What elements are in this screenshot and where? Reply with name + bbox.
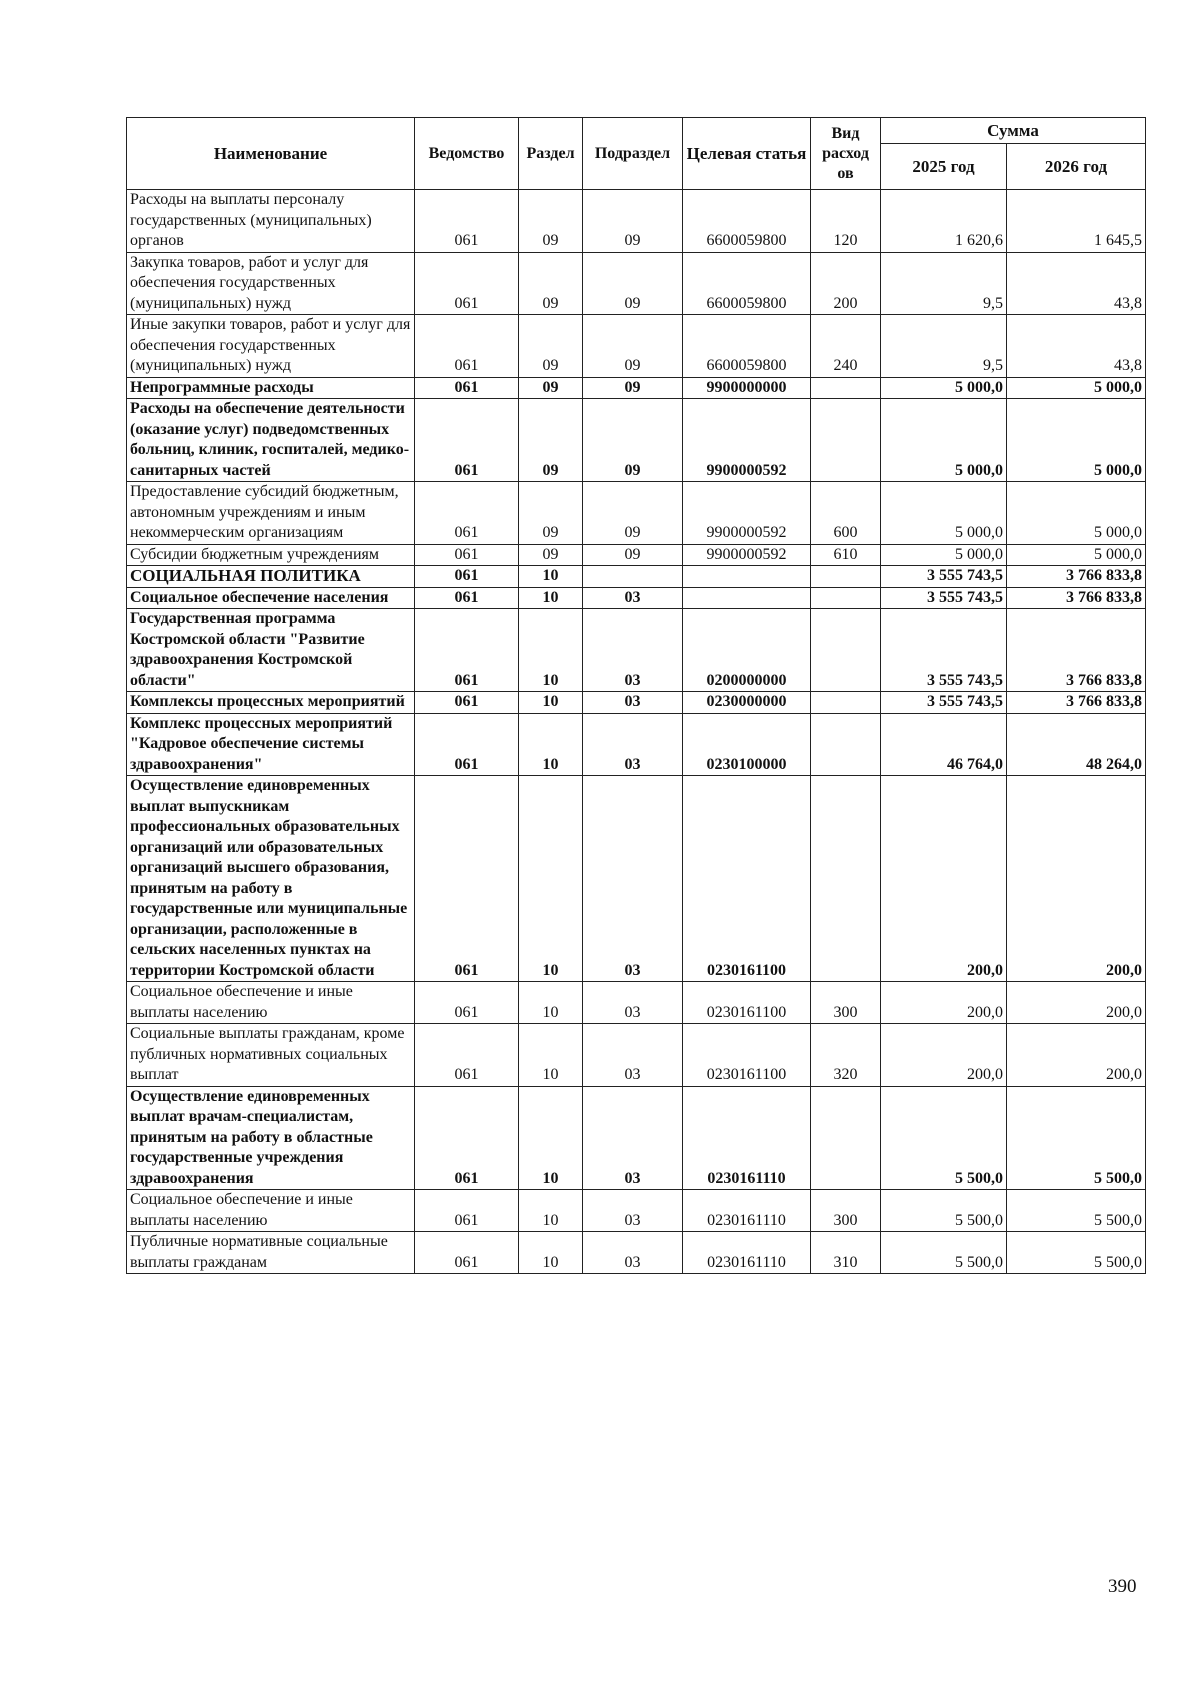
cell-expense-type: 610 xyxy=(811,544,881,566)
cell-subsection: 09 xyxy=(583,190,683,253)
cell-section: 09 xyxy=(519,190,583,253)
cell-subsection: 09 xyxy=(583,482,683,545)
table-row xyxy=(127,609,1146,692)
cell-name: Комплексы процессных мероприятий xyxy=(127,692,415,714)
cell-department: 061 xyxy=(415,609,519,692)
cell-department: 061 xyxy=(415,776,519,982)
table-row xyxy=(127,713,1146,776)
cell-section: 09 xyxy=(519,377,583,399)
cell-department: 061 xyxy=(415,399,519,482)
cell-2025: 5 000,0 xyxy=(881,399,1007,482)
cell-section: 10 xyxy=(519,587,583,609)
cell-subsection: 03 xyxy=(583,1190,683,1232)
cell-2026: 5 500,0 xyxy=(1007,1086,1146,1190)
cell-section: 09 xyxy=(519,544,583,566)
cell-expense-type xyxy=(811,609,881,692)
cell-target: 9900000000 xyxy=(683,377,811,399)
table-row xyxy=(127,1086,1146,1190)
table-header xyxy=(127,118,1146,190)
cell-name: Социальное обеспечение населения xyxy=(127,587,415,609)
cell-target: 0230161100 xyxy=(683,982,811,1024)
cell-expense-type: 120 xyxy=(811,190,881,253)
cell-section: 10 xyxy=(519,1232,583,1274)
cell-name: Расходы на обеспечение деятельности (оказание услуг) подведомственных больниц, клиник, госпиталей, медико-санитарных частей xyxy=(127,399,415,482)
table-row xyxy=(127,399,1146,482)
cell-expense-type: 300 xyxy=(811,1190,881,1232)
cell-name: Осуществление единовременных выплат врачам-специалистам, принятым на работу в областные государственные учреждения здравоохранения xyxy=(127,1086,415,1190)
cell-2026: 5 500,0 xyxy=(1007,1232,1146,1274)
cell-subsection: 09 xyxy=(583,252,683,315)
table-row xyxy=(127,776,1146,982)
cell-department: 061 xyxy=(415,1024,519,1087)
cell-target: 0230161110 xyxy=(683,1232,811,1274)
cell-2026: 200,0 xyxy=(1007,1024,1146,1087)
cell-name: Расходы на выплаты персоналу государственных (муниципальных) органов xyxy=(127,190,415,253)
cell-name: Социальное обеспечение и иные выплаты населению xyxy=(127,982,415,1024)
cell-subsection: 03 xyxy=(583,776,683,982)
cell-2025: 5 000,0 xyxy=(881,544,1007,566)
cell-department: 061 xyxy=(415,982,519,1024)
cell-2025: 200,0 xyxy=(881,776,1007,982)
table-row xyxy=(127,1190,1146,1232)
cell-expense-type xyxy=(811,692,881,714)
cell-2025: 3 555 743,5 xyxy=(881,692,1007,714)
cell-2026: 43,8 xyxy=(1007,252,1146,315)
table-row xyxy=(127,544,1146,566)
cell-2026: 200,0 xyxy=(1007,776,1146,982)
cell-target: 9900000592 xyxy=(683,399,811,482)
header-department: Ведомство xyxy=(415,118,519,190)
cell-section: 09 xyxy=(519,252,583,315)
cell-expense-type xyxy=(811,399,881,482)
cell-subsection: 03 xyxy=(583,1024,683,1087)
cell-subsection: 09 xyxy=(583,399,683,482)
cell-expense-type: 320 xyxy=(811,1024,881,1087)
cell-expense-type: 240 xyxy=(811,315,881,378)
table-row xyxy=(127,587,1146,609)
table-row xyxy=(127,1024,1146,1087)
cell-department: 061 xyxy=(415,692,519,714)
cell-target: 9900000592 xyxy=(683,482,811,545)
cell-2025: 9,5 xyxy=(881,252,1007,315)
cell-subsection: 03 xyxy=(583,1232,683,1274)
cell-2026: 5 500,0 xyxy=(1007,1190,1146,1232)
header-section: Раздел xyxy=(519,118,583,190)
cell-section: 10 xyxy=(519,982,583,1024)
page-number: 390 xyxy=(1108,1576,1137,1597)
cell-2025: 5 500,0 xyxy=(881,1190,1007,1232)
cell-target: 9900000592 xyxy=(683,544,811,566)
cell-name: Комплекс процессных мероприятий "Кадровое обеспечение системы здравоохранения" xyxy=(127,713,415,776)
cell-subsection: 03 xyxy=(583,587,683,609)
cell-2025: 5 000,0 xyxy=(881,482,1007,545)
cell-target: 6600059800 xyxy=(683,190,811,253)
header-expense-type: Вид расход ов xyxy=(811,118,881,190)
cell-2025: 200,0 xyxy=(881,982,1007,1024)
cell-expense-type: 200 xyxy=(811,252,881,315)
cell-section: 10 xyxy=(519,1086,583,1190)
cell-2026: 200,0 xyxy=(1007,982,1146,1024)
cell-subsection: 03 xyxy=(583,982,683,1024)
cell-target: 0230000000 xyxy=(683,692,811,714)
header-year-2025: 2025 год xyxy=(881,144,1007,190)
cell-name: Иные закупки товаров, работ и услуг для обеспечения государственных (муниципальных) нужд xyxy=(127,315,415,378)
cell-expense-type: 310 xyxy=(811,1232,881,1274)
cell-target: 6600059800 xyxy=(683,315,811,378)
cell-section: 10 xyxy=(519,713,583,776)
header-target: Целевая статья xyxy=(683,118,811,190)
cell-department: 061 xyxy=(415,252,519,315)
cell-2026: 3 766 833,8 xyxy=(1007,609,1146,692)
cell-section: 09 xyxy=(519,482,583,545)
cell-2026: 3 766 833,8 xyxy=(1007,692,1146,714)
table-row xyxy=(127,315,1146,378)
header-sum: Сумма xyxy=(881,118,1146,144)
cell-subsection: 03 xyxy=(583,713,683,776)
cell-department: 061 xyxy=(415,713,519,776)
cell-subsection: 03 xyxy=(583,692,683,714)
cell-target xyxy=(683,566,811,588)
cell-department: 061 xyxy=(415,482,519,545)
cell-expense-type xyxy=(811,1086,881,1190)
cell-subsection: 09 xyxy=(583,544,683,566)
cell-section: 09 xyxy=(519,399,583,482)
table-row xyxy=(127,190,1146,253)
table-row xyxy=(127,482,1146,545)
cell-name: Государственная программа Костромской области "Развитие здравоохранения Костромской области" xyxy=(127,609,415,692)
cell-name: Закупка товаров, работ и услуг для обеспечения государственных (муниципальных) нужд xyxy=(127,252,415,315)
cell-target xyxy=(683,587,811,609)
cell-section: 09 xyxy=(519,315,583,378)
cell-department: 061 xyxy=(415,544,519,566)
table-row xyxy=(127,566,1146,588)
cell-target: 0200000000 xyxy=(683,609,811,692)
cell-name: Предоставление субсидий бюджетным, автономным учреждениям и иным некоммерческим организациям xyxy=(127,482,415,545)
cell-target: 6600059800 xyxy=(683,252,811,315)
cell-2025: 1 620,6 xyxy=(881,190,1007,253)
cell-department: 061 xyxy=(415,566,519,588)
cell-department: 061 xyxy=(415,1190,519,1232)
cell-section: 10 xyxy=(519,609,583,692)
table-body xyxy=(127,190,1146,1274)
cell-subsection: 09 xyxy=(583,377,683,399)
cell-subsection xyxy=(583,566,683,588)
cell-section: 10 xyxy=(519,566,583,588)
cell-name: Субсидии бюджетным учреждениям xyxy=(127,544,415,566)
cell-subsection: 03 xyxy=(583,1086,683,1190)
cell-2026: 5 000,0 xyxy=(1007,399,1146,482)
cell-2025: 46 764,0 xyxy=(881,713,1007,776)
cell-section: 10 xyxy=(519,776,583,982)
cell-department: 061 xyxy=(415,377,519,399)
cell-section: 10 xyxy=(519,1024,583,1087)
cell-department: 061 xyxy=(415,587,519,609)
cell-department: 061 xyxy=(415,315,519,378)
cell-2026: 43,8 xyxy=(1007,315,1146,378)
cell-target: 0230161110 xyxy=(683,1190,811,1232)
cell-expense-type xyxy=(811,713,881,776)
cell-department: 061 xyxy=(415,1232,519,1274)
header-year-2026: 2026 год xyxy=(1007,144,1146,190)
cell-subsection: 09 xyxy=(583,315,683,378)
cell-2025: 3 555 743,5 xyxy=(881,587,1007,609)
cell-department: 061 xyxy=(415,1086,519,1190)
header-name: Наименование xyxy=(127,118,415,190)
cell-name: СОЦИАЛЬНАЯ ПОЛИТИКА xyxy=(127,566,415,588)
cell-name: Социальное обеспечение и иные выплаты населению xyxy=(127,1190,415,1232)
cell-2025: 9,5 xyxy=(881,315,1007,378)
cell-expense-type xyxy=(811,587,881,609)
cell-2026: 1 645,5 xyxy=(1007,190,1146,253)
cell-2025: 5 500,0 xyxy=(881,1086,1007,1190)
table-row xyxy=(127,377,1146,399)
cell-2026: 5 000,0 xyxy=(1007,377,1146,399)
cell-target: 0230161100 xyxy=(683,776,811,982)
cell-2025: 3 555 743,5 xyxy=(881,609,1007,692)
table-row xyxy=(127,252,1146,315)
cell-2025: 200,0 xyxy=(881,1024,1007,1087)
cell-expense-type xyxy=(811,377,881,399)
cell-target: 0230100000 xyxy=(683,713,811,776)
cell-2026: 5 000,0 xyxy=(1007,544,1146,566)
cell-2025: 5 500,0 xyxy=(881,1232,1007,1274)
cell-2026: 3 766 833,8 xyxy=(1007,566,1146,588)
cell-section: 10 xyxy=(519,1190,583,1232)
cell-2026: 5 000,0 xyxy=(1007,482,1146,545)
header-subsection: Подраздел xyxy=(583,118,683,190)
cell-name: Осуществление единовременных выплат выпускникам профессиональных образовательных организаций или образовательных организаций высшего образования, принятым на работу в государственные или муниципальные организации, расположенные в сельских населенных пунктах на территории Костромской области xyxy=(127,776,415,982)
cell-section: 10 xyxy=(519,692,583,714)
table-row xyxy=(127,1232,1146,1274)
cell-target: 0230161110 xyxy=(683,1086,811,1190)
cell-name: Публичные нормативные социальные выплаты гражданам xyxy=(127,1232,415,1274)
cell-name: Непрограммные расходы xyxy=(127,377,415,399)
cell-target: 0230161100 xyxy=(683,1024,811,1087)
cell-subsection: 03 xyxy=(583,609,683,692)
cell-name: Социальные выплаты гражданам, кроме публичных нормативных социальных выплат xyxy=(127,1024,415,1087)
cell-expense-type: 300 xyxy=(811,982,881,1024)
cell-expense-type: 600 xyxy=(811,482,881,545)
cell-expense-type xyxy=(811,566,881,588)
table-row xyxy=(127,692,1146,714)
cell-expense-type xyxy=(811,776,881,982)
table-row xyxy=(127,982,1146,1024)
cell-2025: 5 000,0 xyxy=(881,377,1007,399)
cell-2026: 48 264,0 xyxy=(1007,713,1146,776)
cell-department: 061 xyxy=(415,190,519,253)
cell-2026: 3 766 833,8 xyxy=(1007,587,1146,609)
cell-2025: 3 555 743,5 xyxy=(881,566,1007,588)
budget-table xyxy=(126,117,1146,1274)
